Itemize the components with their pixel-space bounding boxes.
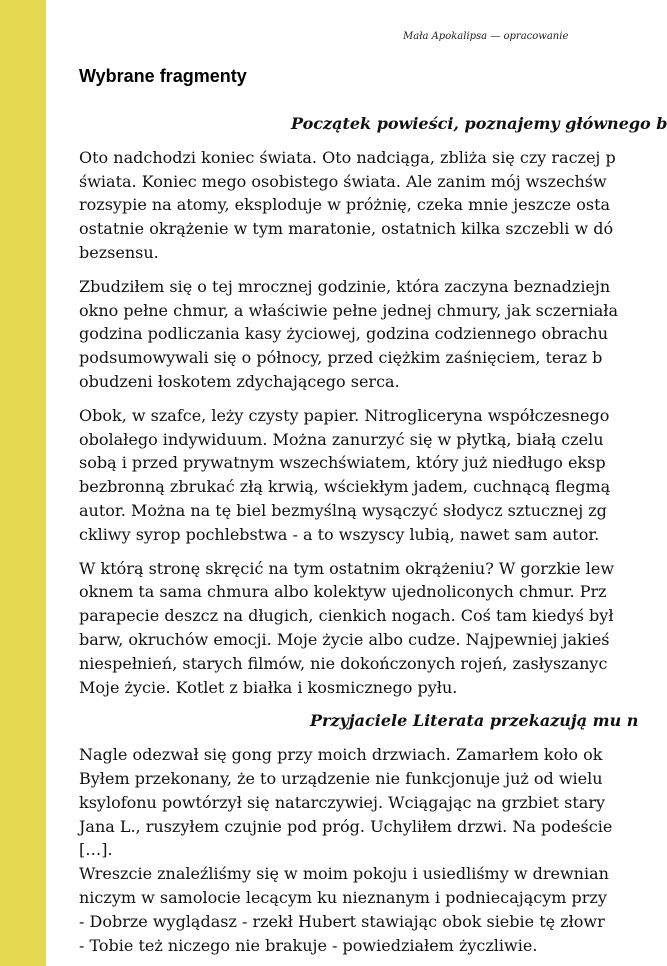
text-line: Zbudziłem się o tej mrocznej godzinie, która zaczyna beznadziejn <box>79 276 611 296</box>
text-line: - Tobie też niczego nie brakuje - powiedziałem życzliwie. <box>79 935 538 955</box>
text-line: Moje życie. Kotlet z białka i kosmicznego pyłu. <box>79 677 458 697</box>
text-line: niczym w samolocie lecącym ku nieznanym i podniecającym przy <box>79 887 607 907</box>
text-line: świata. Koniec mego osobistego świata. Ale zanim mój wszechśw <box>79 171 607 191</box>
paragraph-3 <box>79 404 609 547</box>
text-line: Obok, w szafce, leży czysty papier. Nitrogliceryna współczesnego <box>79 405 610 425</box>
text-body <box>79 112 667 957</box>
text-line: rozsypie na atomy, eksploduje w próżnię, czeka mnie jeszcze osta <box>79 195 611 215</box>
text-line: parapecie deszcz na długich, cienkich nogach. Coś tam kiedyś był <box>79 606 614 626</box>
text-line: okno pełne chmur, a właściwie pełne jednej chmury, jak sczerniała <box>79 300 619 320</box>
paragraph-2 <box>79 275 619 394</box>
text-line: ksylofonu powtórzył się natarczywiej. Wciągając na grzbiet stary <box>79 792 606 812</box>
text-line: obolałego indywiduum. Można zanurzyć się w płytką, białą czelu <box>79 429 604 449</box>
running-head: Mała Apokalipsa — opracowanie <box>403 31 569 42</box>
page-side-bar <box>0 0 46 966</box>
text-line: godzina podliczania kasy życiowej, godzina codziennego obrachu <box>79 324 609 344</box>
subhead-friends: Przyjaciele Literata przekazują mu n <box>310 711 639 731</box>
text-line: Wreszcie znaleźliśmy się w moim pokoju i usiedliśmy w drewnian <box>79 864 609 884</box>
text-line: bezbronną zbrukać złą krwią, wściekłym jadem, cuchnącą flegmą <box>79 477 611 497</box>
text-line: ckliwy syrop pochlebstwa - a to wszyscy lubią, nawet sam autor. <box>79 524 600 544</box>
text-line: barw, okruchów emocji. Moje życie albo cudze. Najpewniej jakieś <box>79 629 610 649</box>
subhead-intro: Początek powieści, poznajemy głównego b <box>291 114 667 133</box>
paragraph-6 <box>79 862 609 957</box>
text-line: niespełnień, starych filmów, nie dokończonych rojeń, zasłyszanyc <box>79 653 608 673</box>
paragraph-1 <box>79 146 616 265</box>
text-line: […]. <box>79 840 113 860</box>
text-line: autor. Można na tę biel bezmyślną wysączyć słodycz sztucznej zg <box>79 500 607 520</box>
text-line: bezsensu. <box>79 242 159 262</box>
text-line: Jana L., ruszyłem czujnie pod próg. Uchyliłem drzwi. Na podeście <box>79 816 613 836</box>
text-line: Byłem przekonany, że to urządzenie nie funkcjonuje już od wielu <box>79 768 603 788</box>
text-line: - Dobrze wyglądasz - rzekł Hubert stawiając obok siebie tę złowr <box>79 911 605 931</box>
text-line: Nagle odezwał się gong przy moich drzwiach. Zamarłem koło ok <box>79 745 603 765</box>
paragraph-5 <box>79 743 613 862</box>
text-line: obudzeni łoskotem zdychającego serca. <box>79 371 400 391</box>
text-line: Oto nadchodzi koniec świata. Oto nadciąga, zbliża się czy raczej p <box>79 147 616 167</box>
text-line: sobą i przed prywatnym wszechświatem, który już niedługo eksp <box>79 453 606 473</box>
text-line: podsumowywali się o północy, przed ciężkim zaśnięciem, teraz b <box>79 348 603 368</box>
section-title: Wybrane fragmenty <box>79 66 247 86</box>
text-line: ostatnie okrążenie w tym maratonie, ostatnich kilka szczebli w dó <box>79 219 614 239</box>
paragraph-4 <box>79 557 615 700</box>
text-line: oknem ta sama chmura albo kolektyw ujednoliconych chmur. Prz <box>79 582 607 602</box>
text-line: W którą stronę skręcić na tym ostatnim okrążeniu? W gorzkie lew <box>79 558 615 578</box>
